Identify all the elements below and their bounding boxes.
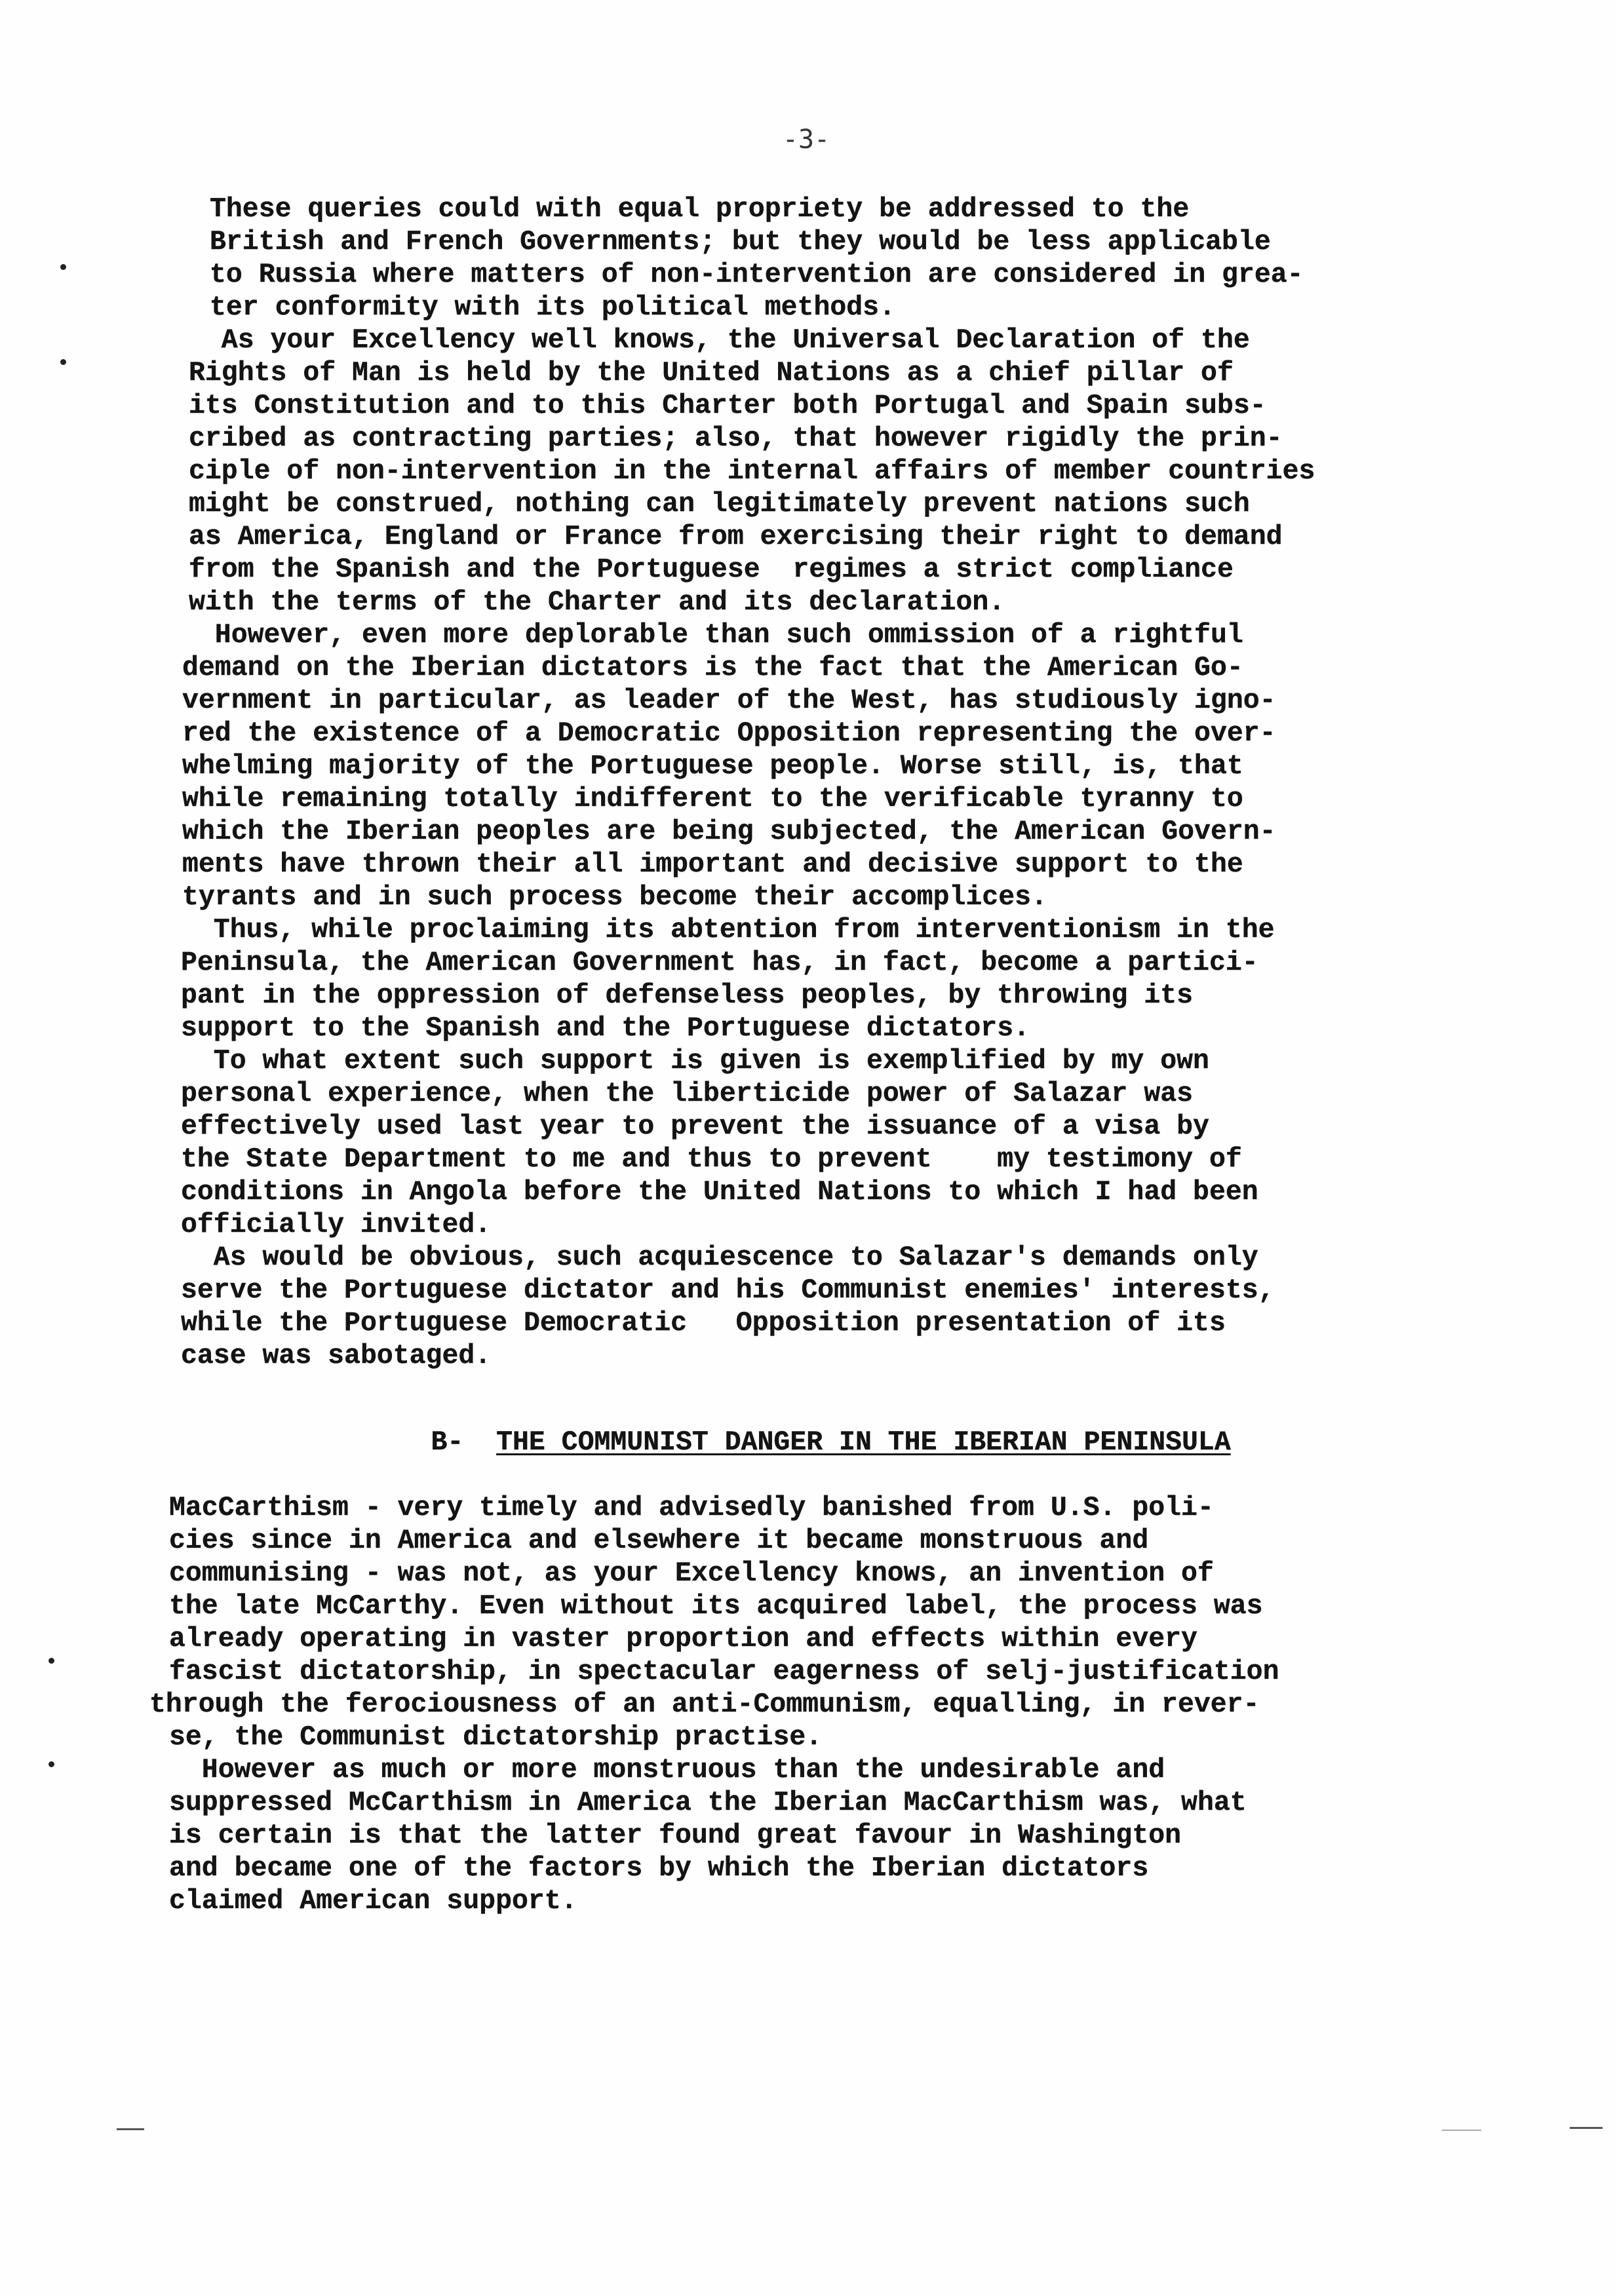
text-line: Thus, while proclaiming its abtention from interventionism in the bbox=[181, 915, 1275, 946]
text-line: from the Spanish and the Portuguese regimes a strict compliance bbox=[189, 554, 1234, 585]
text-line: suppressed McCarthism in America the Iberian MacCarthism was, what bbox=[169, 1788, 1247, 1818]
text-line: pant in the oppression of defenseless peoples, by throwing its bbox=[181, 980, 1194, 1011]
scan-edge-mark bbox=[117, 2128, 144, 2130]
text-line: effectively used last year to prevent the issuance of a visa by bbox=[181, 1111, 1209, 1142]
margin-speck bbox=[49, 1761, 54, 1767]
section-heading-title: THE COMMUNIST DANGER IN THE IBERIAN PENINSULA bbox=[496, 1427, 1231, 1458]
text-line: To what extent such support is given is exemplified by my own bbox=[181, 1046, 1209, 1077]
text-line: personal experience, when the liberticide power of Salazar was bbox=[181, 1079, 1194, 1109]
margin-speck bbox=[49, 1658, 54, 1664]
text-line: MacCarthism - very timely and advisedly banished from U.S. poli- bbox=[169, 1493, 1214, 1523]
text-line: vernment in particular, as leader of the West, has studiously igno- bbox=[182, 685, 1276, 716]
text-line: ter conformity with its political methods. bbox=[210, 292, 895, 323]
text-line: support to the Spanish and the Portuguese dictators. bbox=[181, 1013, 1030, 1044]
text-line: These queries could with equal propriety be addressed to the bbox=[210, 194, 1190, 225]
text-line: However, even more deplorable than such ommission of a rightful bbox=[182, 620, 1243, 651]
text-line: As your Excellency well knows, the Universal Declaration of the bbox=[189, 325, 1250, 356]
scan-edge-mark bbox=[1570, 2127, 1603, 2129]
paragraph bbox=[169, 324, 1552, 619]
text-line: ments have thrown their all important and decisive support to the bbox=[182, 849, 1243, 880]
text-line: officially invited. bbox=[181, 1210, 492, 1240]
text-line: fascist dictatorship, in spectacular eagerness of selj-justification bbox=[169, 1656, 1279, 1687]
text-line: cribed as contracting parties; also, that however rigidly the prin- bbox=[189, 423, 1283, 454]
text-line: the late McCarthy. Even without its acquired label, the process was bbox=[169, 1591, 1263, 1622]
text-line: the State Department to me and thus to prevent my testimony of bbox=[181, 1144, 1242, 1175]
text-line: and became one of the factors by which the Iberian dictators bbox=[169, 1853, 1149, 1884]
letter-body bbox=[149, 193, 1552, 1918]
scan-edge-mark bbox=[1442, 2130, 1481, 2131]
text-line: cies since in America and elsewhere it became monstruous and bbox=[169, 1525, 1149, 1556]
paragraph bbox=[169, 914, 1552, 1045]
text-line: se, the Communist dictatorship practise. bbox=[169, 1722, 823, 1753]
text-line: whelming majority of the Portuguese people. Worse still, is, that bbox=[182, 751, 1243, 782]
text-line: British and French Governments; but they would be less applicable bbox=[210, 227, 1271, 258]
paragraph bbox=[169, 1045, 1552, 1242]
text-line: which the Iberian peoples are being subjected, the American Govern- bbox=[182, 816, 1276, 847]
text-line: As would be obvious, such acquiescence to Salazar's demands only bbox=[181, 1242, 1258, 1273]
paragraph bbox=[169, 1754, 1552, 1918]
text-line: communising - was not, as your Excellency knows, an invention of bbox=[169, 1558, 1214, 1589]
text-line: its Constitution and to this Charter both Portugal and Spain subs- bbox=[189, 391, 1266, 421]
text-line: claimed American support. bbox=[169, 1886, 577, 1917]
paragraph bbox=[169, 1242, 1552, 1373]
text-line: ciple of non-intervention in the internal affairs of member countries bbox=[189, 456, 1315, 487]
text-line: might be construed, nothing can legitimately prevent nations such bbox=[189, 489, 1250, 520]
text-line: to Russia where matters of non-intervention are considered in grea- bbox=[210, 259, 1304, 290]
text-line: red the existence of a Democratic Opposition representing the over- bbox=[182, 718, 1276, 749]
text-line: However as much or more monstruous than the undesirable and bbox=[169, 1755, 1165, 1786]
text-line: already operating in vaster proportion and effects within every bbox=[169, 1624, 1197, 1655]
section-heading bbox=[169, 1394, 1552, 1492]
text-line: case was sabotaged. bbox=[181, 1341, 492, 1371]
section-heading-prefix: B- bbox=[431, 1427, 464, 1458]
page-number: -3- bbox=[782, 124, 830, 155]
paragraph bbox=[169, 619, 1552, 914]
text-line: is certain is that the latter found great favour in Washington bbox=[169, 1820, 1182, 1851]
text-line: as America, England or France from exercising their right to demand bbox=[189, 522, 1283, 552]
paragraph bbox=[149, 1492, 1552, 1754]
text-line: while remaining totally indifferent to the verificable tyranny to bbox=[182, 784, 1243, 814]
margin-speck bbox=[60, 264, 66, 270]
text-line: through the ferociousness of an anti-Communism, equalling, in rever- bbox=[149, 1689, 1260, 1720]
text-line: while the Portuguese Democratic Opposition presentation of its bbox=[181, 1308, 1226, 1339]
margin-speck bbox=[60, 359, 66, 365]
text-line: with the terms of the Charter and its declaration. bbox=[189, 587, 1005, 618]
text-line: Peninsula, the American Government has, in fact, become a partici- bbox=[181, 947, 1258, 978]
text-line: tyrants and in such process become their accomplices. bbox=[182, 882, 1047, 913]
text-line: demand on the Iberian dictators is the fact that the American Go- bbox=[182, 653, 1243, 683]
text-line: serve the Portuguese dictator and his Communist enemies' interests, bbox=[181, 1275, 1275, 1306]
text-line: Rights of Man is held by the United Nations as a chief pillar of bbox=[189, 358, 1234, 389]
text-line: conditions in Angola before the United Nations to which I had been bbox=[181, 1177, 1258, 1208]
paragraph bbox=[169, 193, 1552, 324]
